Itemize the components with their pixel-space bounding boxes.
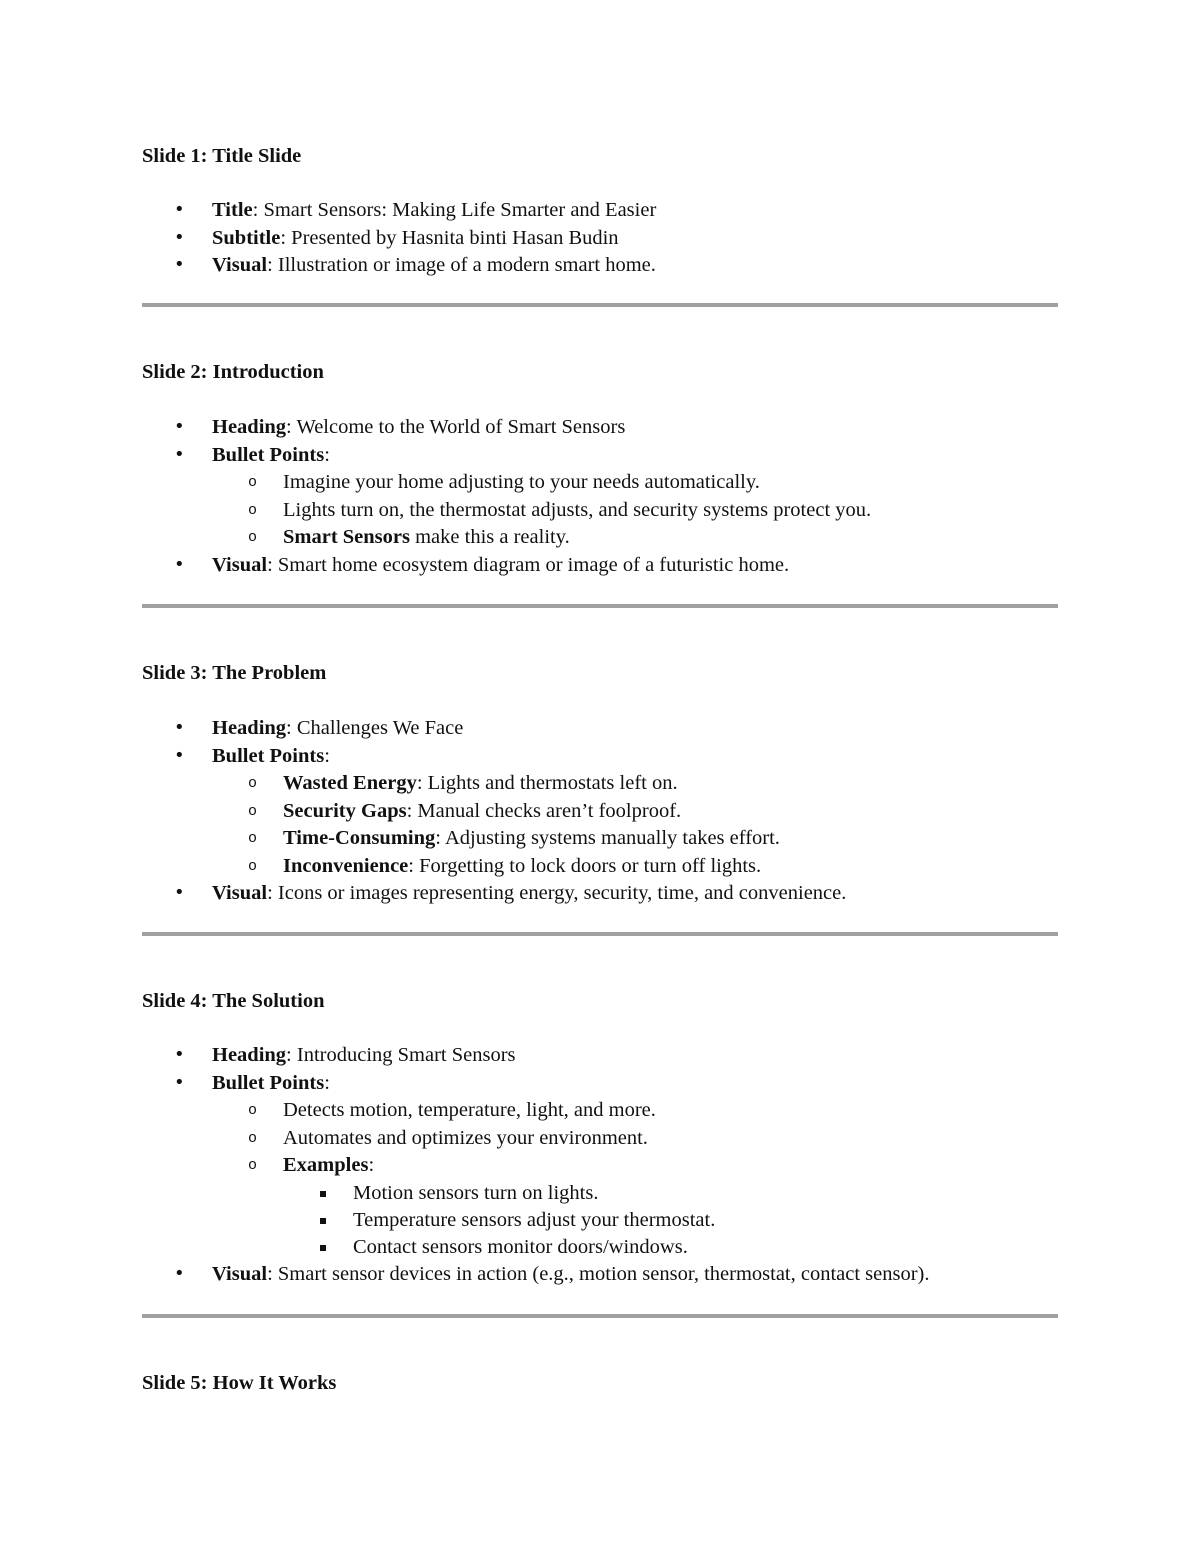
item-label: Inconvenience <box>283 854 409 877</box>
sub-list-item <box>142 1152 930 1180</box>
sub-list-item <box>142 853 846 881</box>
item-text: : Icons or images representing energy, security, time, and convenience. <box>267 882 847 904</box>
horizontal-rule <box>142 604 1058 608</box>
sub-list-item <box>142 524 871 552</box>
sub-list-item <box>142 1097 930 1125</box>
list-item <box>142 1042 930 1070</box>
slide-2-title: Slide 2: Introduction <box>142 361 324 383</box>
item-label: Visual <box>212 1262 268 1285</box>
item-label: Examples <box>283 1154 369 1176</box>
sub-list-item <box>142 825 846 853</box>
item-text: make this a reality. <box>409 526 570 548</box>
item-label: Heading <box>212 717 287 739</box>
item-label: Visual <box>212 254 268 276</box>
item-label: Bullet Points <box>212 443 325 466</box>
item-text: Detects motion, temperature, light, and more. <box>283 1099 656 1121</box>
item-label: Security Gaps <box>283 799 407 822</box>
item-text: : <box>324 443 330 466</box>
item-text: : Illustration or image of a modern smart home. <box>267 254 656 276</box>
list-item <box>142 880 846 908</box>
slide-1-title: Slide 1: Title Slide <box>142 145 302 167</box>
sub-sub-list-item <box>142 1234 930 1261</box>
item-text: : Adjusting systems manually takes effort. <box>435 827 780 849</box>
sub-list-item <box>142 798 846 826</box>
list-item <box>142 442 871 470</box>
item-text: : Manual checks aren’t foolproof. <box>406 799 682 822</box>
item-text: : Presented by Hasnita binti Hasan Budin <box>280 226 619 249</box>
item-label: Heading <box>212 416 287 438</box>
item-label: Wasted Energy <box>283 772 417 794</box>
slide-4-title: Slide 4: The Solution <box>142 990 325 1012</box>
item-text: : Welcome to the World of Smart Sensors <box>286 416 626 438</box>
item-label: Bullet Points <box>212 1071 325 1094</box>
item-label: Smart Sensors <box>283 526 410 548</box>
list-item <box>142 252 656 280</box>
slide-4-list <box>142 1042 930 1288</box>
sub-sub-list-item <box>142 1207 930 1234</box>
horizontal-rule <box>142 1314 1058 1318</box>
item-label: Time-Consuming <box>283 827 436 849</box>
item-text: Imagine your home adjusting to your needs automatically. <box>283 471 760 493</box>
list-item <box>142 552 871 580</box>
item-text: Lights turn on, the thermostat adjusts, and security systems protect you. <box>283 498 872 521</box>
item-text: : Smart sensor devices in action (e.g., motion sensor, thermostat, contact sensor). <box>267 1262 930 1285</box>
item-text: : Introducing Smart Sensors <box>286 1044 516 1066</box>
list-item <box>142 1261 930 1289</box>
sub-list-item <box>142 770 846 798</box>
item-label: Title <box>212 199 253 221</box>
item-text: : <box>324 744 330 767</box>
item-text: : Lights and thermostats left on. <box>416 772 678 794</box>
list-item <box>142 715 846 743</box>
slide-2-list <box>142 414 871 579</box>
item-text: Contact sensors monitor doors/windows. <box>353 1235 688 1258</box>
horizontal-rule <box>142 932 1058 936</box>
list-item <box>142 225 656 253</box>
item-label: Bullet Points <box>212 744 325 767</box>
slide-3-title: Slide 3: The Problem <box>142 662 327 684</box>
slide-1-list <box>142 197 656 280</box>
sub-list-item <box>142 497 871 525</box>
item-text: Motion sensors turn on lights. <box>353 1181 599 1204</box>
slide-3-list <box>142 715 846 908</box>
item-text: : Smart home ecosystem diagram or image of a futuristic home. <box>267 553 790 576</box>
item-text: Temperature sensors adjust your thermostat. <box>353 1208 716 1231</box>
sub-sub-list-item <box>142 1180 930 1207</box>
item-text: : Forgetting to lock doors or turn off lights. <box>408 854 762 877</box>
sub-list-item <box>142 469 871 497</box>
item-text: : Challenges We Face <box>286 717 464 739</box>
item-label: Subtitle <box>212 226 281 249</box>
list-item <box>142 414 871 442</box>
item-label: Heading <box>212 1044 287 1066</box>
item-label: Visual <box>212 553 268 576</box>
item-text: : <box>368 1154 375 1176</box>
item-label: Visual <box>212 882 268 904</box>
item-text: : <box>324 1071 330 1094</box>
horizontal-rule <box>142 303 1058 307</box>
slide-5-title: Slide 5: How It Works <box>142 1372 337 1394</box>
list-item <box>142 1070 930 1098</box>
item-text: Automates and optimizes your environment. <box>283 1126 648 1149</box>
list-item <box>142 743 846 771</box>
item-text: : Smart Sensors: Making Life Smarter and Easier <box>252 199 657 221</box>
sub-list-item <box>142 1125 930 1153</box>
list-item <box>142 197 656 225</box>
